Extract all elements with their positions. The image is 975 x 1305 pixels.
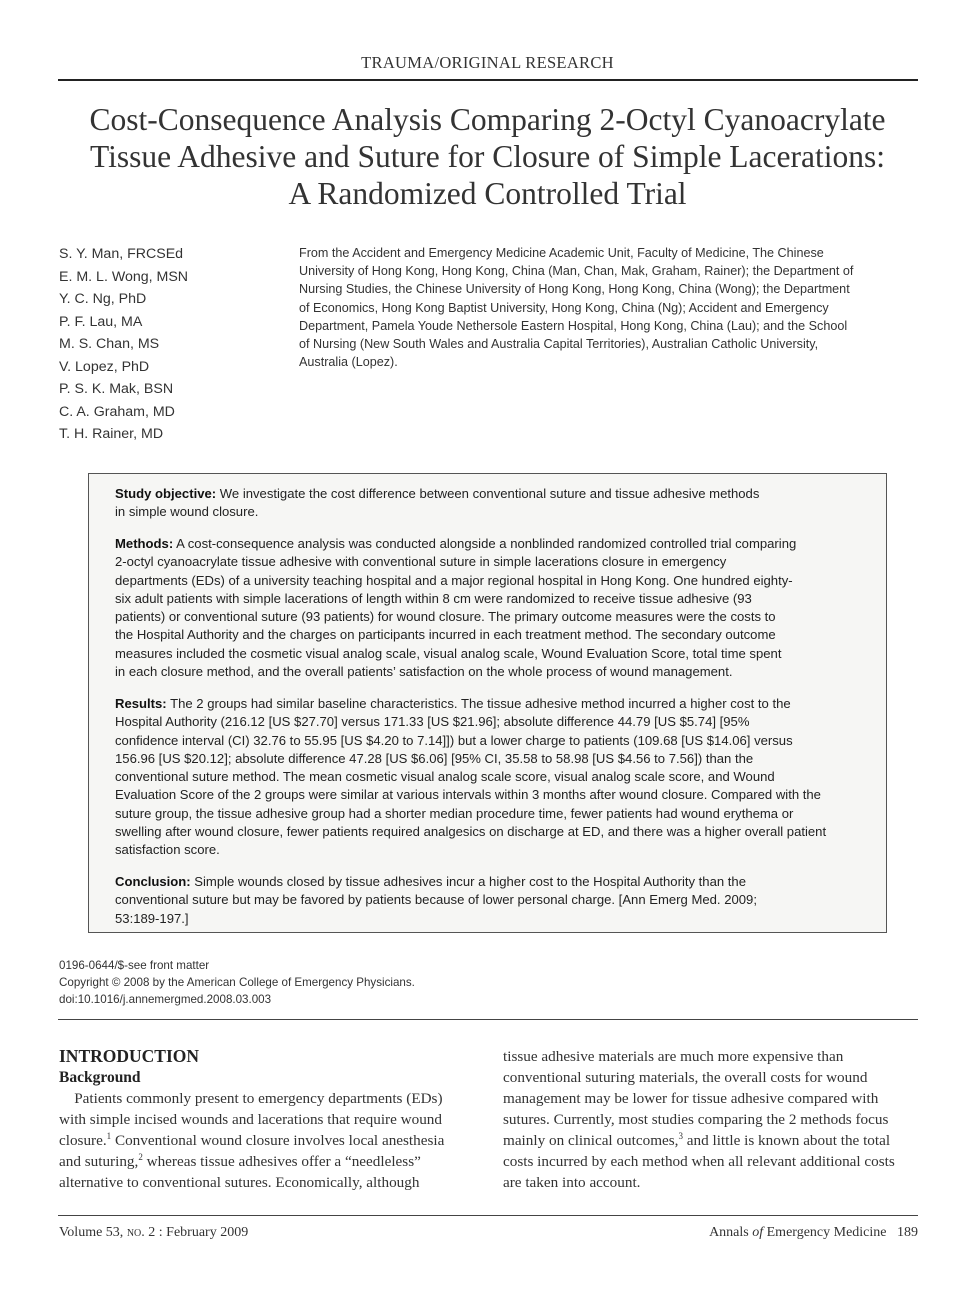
body-line: alternative to conventional sutures. Economically, although [59,1174,420,1191]
body-line: sutures. Currently, most studies comparing the 2 methods focus [503,1111,889,1128]
abstract-text: 53:189-197.] [115,910,189,926]
body-line: with simple incised wounds and lacerations that require wound [59,1111,442,1128]
abstract-text: measures included the cosmetic visual analog scale, visual analog scale, Wound Evaluation Score, total time spent [115,645,782,661]
abstract-text: We investigate the cost difference between conventional suture and tissue adhesive methods [216,486,760,501]
header-rule [58,79,918,81]
background-subheading: Background [59,1069,141,1086]
citation-ref[interactable]: 1 [106,1130,112,1141]
abstract-text: departments (EDs) of a university teaching hospital and a major regional hospital in Hong Kong. One hundred eighty- [115,572,793,588]
abstract-text: swelling after wound closure, fewer patients required analgesics on discharge at ED, and there was a higher overall patient [115,824,827,840]
author: Y. C. Ng, PhD [59,291,147,307]
body-column-right [503,1046,919,1193]
body-column-left [59,1088,474,1193]
volume: Volume 53, [59,1225,124,1240]
abstract-text: satisfaction score. [115,842,220,858]
abstract-text: Evaluation Score of the 2 groups were similar at various intervals within 3 months after wound closure. Compared with the [115,787,821,803]
body-line: Patients commonly present to emergency departments (EDs) [59,1090,443,1107]
abstract-label: Methods: [115,536,174,551]
front-matter [59,957,415,1008]
body-line: and suturing,$^2$ whereas tissue adhesives offer a “needleless” [59,1151,421,1170]
abstract-text: The 2 groups had similar baseline characteristics. The tissue adhesive method incurred a higher cost to the [166,696,791,711]
author: T. H. Rainer, MD [59,426,164,442]
abstract-text: suture group, the tissue adhesive group had a shorter median procedure time, fewer patients had wound erythema or [115,805,794,821]
copyright-line: Copyright © 2008 by the American College of Emergency Physicians. [59,976,415,989]
author: M. S. Chan, MS [59,336,160,352]
abstract-conclusion [115,873,875,928]
section-divider [58,1019,918,1020]
abstract-text: in simple wound closure. [115,504,259,520]
body-line: are taken into account. [503,1174,641,1191]
abstract-text: six adult patients with simple lacerations of length within 8 cm were randomized to receive tissue adhesive (93 [115,590,752,606]
issue-date: February 2009 [166,1225,249,1240]
author: C. A. Graham, MD [59,403,175,420]
author: S. Y. Man, FRCSEd [59,246,184,262]
author: V. Lopez, PhD [59,358,150,375]
title-line: Cost-Consequence Analysis Comparing 2-Octyl Cyanoacrylate [89,102,886,137]
article-title [40,101,935,212]
page-number: 189 [897,1225,918,1240]
footer-rule [58,1215,918,1216]
abstract-text: patients) or conventional suture (93 patients) for wound closure. The primary outcome measures were the costs to [115,609,776,625]
abstract-text: in each closure method, and the overall patients’ satisfaction on the whole process of wound management. [115,664,733,680]
abstract-text: the Hospital Authority and the charges on participants incurred in each treatment method. The secondary outcome [115,627,776,643]
citation-ref[interactable]: 2 [138,1151,143,1162]
footer-separator: : [155,1225,167,1240]
footer-volume-info [59,1225,248,1241]
affiliation-line: Nursing Studies, the Chinese University of Hong Kong, Hong Kong, China (Wong); the Department [299,282,850,297]
abstract-methods [115,535,875,681]
abstract-label: Study objective: [115,486,217,501]
author: E. M. L. Wong, MSN [59,268,189,285]
abstract-label: Conclusion: [115,874,191,889]
body-line: management may be lower for tissue adhesive compared with [503,1090,879,1107]
journal-name: Annals of Emergency Medicine [709,1225,887,1240]
intro-heading: INTRODUCTION [59,1046,200,1066]
author: P. F. Lau, MA [59,313,143,330]
abstract-label: Results: [115,696,167,711]
body-line: conventional suturing materials, the overall costs for wound [503,1069,868,1086]
doi-link[interactable]: doi:10.1016/j.annemergmed.2008.03.003 [59,993,272,1006]
title-line: Tissue Adhesive and Suture for Closure of Simple Lacerations: [90,139,885,174]
abstract-text: 156.96 [US $20.12]; absolute difference 47.28 [US $6.06] [95% CI, 35.58 to 58.98 [US $4.56 to 7.56]) than the [115,750,754,766]
abstract-box [88,473,887,933]
affiliation-line: Department, Pamela Youde Nethersole Eastern Hospital, Hong Kong, China (Lau); and the School [299,318,848,333]
affiliation-line: of Nursing (New South Wales and Australia Capital Territories), Australian Catholic University, [299,337,819,352]
issn-line: 0196-0644/$-see front matter [59,959,210,972]
affiliation-line: University of Hong Kong, Hong Kong, China (Man, Chan, Mak, Graham, Rainer); the Department of [299,264,854,279]
body-line: costs incurred by each method when all relevant additional costs [503,1153,895,1170]
abstract-text: conventional suture method. The mean cosmetic visual analog scale score, visual analog scale score, and Wound [115,769,775,785]
section-label: TRAUMA/ORIGINAL RESEARCH [361,53,614,72]
footer-journal-info [709,1225,918,1241]
abstract-text: confidence interval (CI) 32.76 to 55.95 [US $4.20 to 7.14]]) but a lower charge to patients (109.68 [US $14.06] versus [115,732,793,748]
title-line: A Randomized Controlled Trial [288,176,687,211]
body-line: mainly on clinical outcomes,$^3$ and little is known about the total [503,1130,891,1149]
body-line: tissue adhesive materials are much more expensive than [503,1048,844,1065]
affiliations [299,244,919,371]
abstract-text: Simple wounds closed by tissue adhesives incur a higher cost to the Hospital Authority than the [190,874,746,889]
abstract-objective [115,485,875,522]
issue: no. 2 [126,1225,156,1240]
affiliation-line: Australia (Lopez). [299,355,398,370]
citation-ref[interactable]: 3 [678,1130,683,1141]
affiliation-line: From the Accident and Emergency Medicine Academic Unit, Faculty of Medicine, The Chinese [299,246,824,260]
abstract-text: Hospital Authority (216.12 [US $27.70] versus 171.33 [US $21.96]; absolute difference 44.79 [US $5.74] [95% [115,714,750,730]
abstract-text: conventional suture but may be favored by patients because of lower personal charge. [Ann Emerg Med. 2009; [115,892,757,908]
abstract-text: A cost-consequence analysis was conducted alongside a nonblinded randomized controlled trial comparing [173,536,797,551]
affiliation-line: of Economics, Hong Kong Baptist University, Hong Kong, China (Ng); Accident and Emergency [299,300,829,315]
abstract-results [115,695,875,860]
author: P. S. K. Mak, BSN [59,381,174,397]
abstract-text: 2-octyl cyanoacrylate tissue adhesive with conventional suture in simple lacerations closure in emergency [115,554,727,570]
author-list [59,243,279,446]
body-line: closure.$^1$ Conventional wound closure involves local anesthesia [59,1130,445,1149]
